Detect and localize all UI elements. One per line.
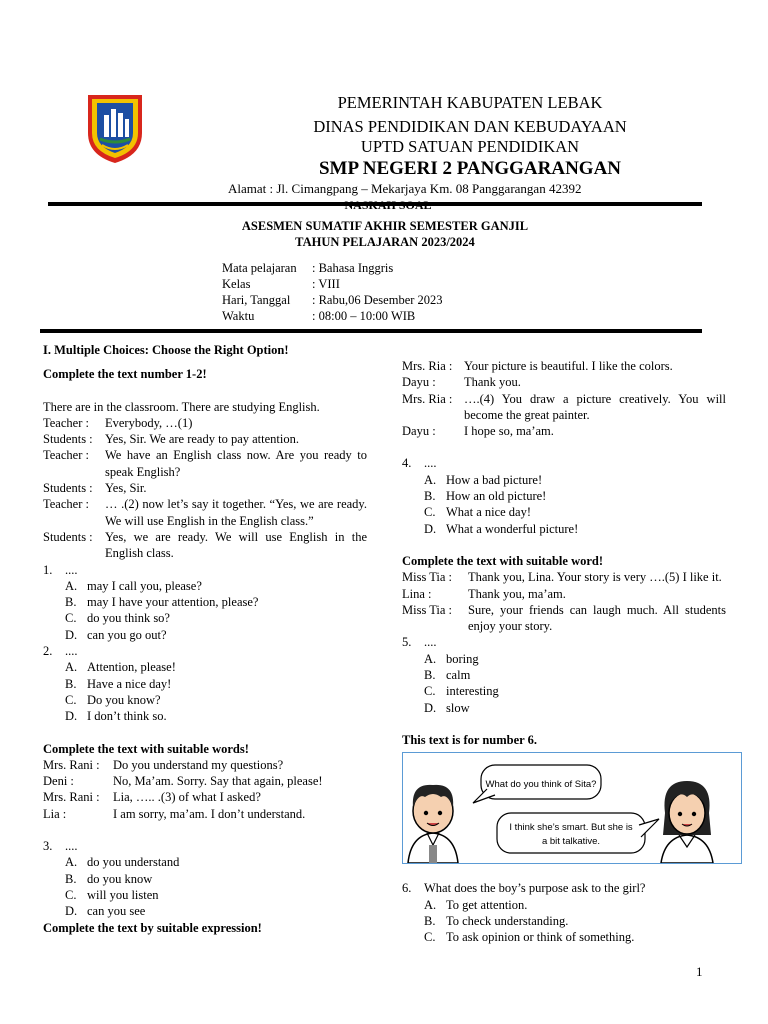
option-letter: C. xyxy=(65,611,77,626)
question-text: .... xyxy=(424,456,437,471)
utterance: Yes, Sir. We are ready to pay attention. xyxy=(105,432,299,447)
question-text: .... xyxy=(424,635,437,650)
speaker: Deni : xyxy=(43,774,74,789)
option-letter: A. xyxy=(424,897,437,912)
bubble-text: What do you think of Sita? xyxy=(485,779,597,791)
instruction: Complete the text number 1-2! xyxy=(43,367,207,382)
speech-bubble-girl xyxy=(497,813,659,853)
option[interactable] xyxy=(43,676,367,692)
meta-key: Waktu xyxy=(222,309,255,323)
utterance: Your picture is beautiful. I like the colors. xyxy=(464,359,673,373)
speaker: Teacher : xyxy=(43,497,89,512)
option[interactable] xyxy=(402,488,726,504)
instruction: This text is for number 6. xyxy=(402,732,537,747)
exam-year: TAHUN PELAJARAN 2023/2024 xyxy=(295,235,475,249)
question-text: .... xyxy=(65,562,78,577)
option-text: Do you know? xyxy=(87,692,161,707)
option[interactable] xyxy=(43,903,367,919)
utterance: Sure, your friends can laugh much. All students enjoy your story. xyxy=(468,602,726,634)
option[interactable] xyxy=(402,683,726,699)
option[interactable] xyxy=(43,578,367,594)
option-text: interesting xyxy=(446,684,499,699)
header-divider xyxy=(48,202,702,206)
meta-key: Mata pelajaran xyxy=(222,261,297,275)
meta-divider xyxy=(40,329,702,333)
question-number: 6. xyxy=(402,881,412,896)
speaker: Students : xyxy=(43,529,93,544)
header-line-1: PEMERINTAH KABUPATEN LEBAK xyxy=(337,93,603,112)
option-letter: A. xyxy=(424,472,437,487)
option[interactable] xyxy=(43,854,367,870)
dialog-line xyxy=(43,447,367,480)
option-letter: D. xyxy=(65,709,78,724)
option-letter: A. xyxy=(424,651,437,666)
section-title: I. Multiple Choices: Choose the Right Option! xyxy=(43,343,289,357)
option-text: can you see xyxy=(87,904,146,919)
dialog-line xyxy=(43,496,367,529)
option[interactable] xyxy=(402,913,726,929)
option-text: do you know xyxy=(87,871,153,886)
dialog-line xyxy=(402,602,726,635)
dialog-line xyxy=(43,789,367,805)
option-text: boring xyxy=(446,651,479,666)
utterance: … .(2) now let’s say it together. “Yes, we are ready. We will use English in the English class.” xyxy=(105,497,367,528)
utterance: Yes, Sir. xyxy=(105,481,147,496)
dialog-line xyxy=(402,374,726,390)
question-text: .... xyxy=(65,644,78,659)
question-5 xyxy=(402,634,726,650)
left-column xyxy=(43,342,367,936)
dialog-line xyxy=(402,358,726,374)
option-text: To get attention. xyxy=(446,897,528,912)
question-text: What does the boy’s purpose ask to the girl? xyxy=(424,881,646,896)
dialog-line xyxy=(402,586,726,602)
dialog-line xyxy=(43,529,367,562)
option-letter: C. xyxy=(65,692,77,707)
option-letter: A. xyxy=(65,855,78,870)
option-text: How a bad picture! xyxy=(446,472,543,487)
meta-row xyxy=(222,276,443,292)
option-letter: B. xyxy=(424,668,436,683)
speaker: Mrs. Rani : xyxy=(43,790,100,805)
option[interactable] xyxy=(402,700,726,716)
school-address: Alamat : Jl. Cimangpang – Mekarjaya Km. 08 Panggarangan 42392 xyxy=(228,181,582,196)
option[interactable] xyxy=(402,504,726,520)
option[interactable] xyxy=(402,897,726,913)
meta-value: : 08:00 – 10:00 WIB xyxy=(312,309,416,323)
conversation-illustration xyxy=(402,752,742,864)
speaker: Miss Tia : xyxy=(402,602,453,617)
option[interactable] xyxy=(43,594,367,610)
question-2 xyxy=(43,643,367,659)
speaker: Miss Tia : xyxy=(402,570,453,585)
dialog-line xyxy=(402,423,726,439)
instruction: Complete the text by suitable expression! xyxy=(43,920,262,935)
meta-value: : VIII xyxy=(312,277,340,291)
question-4 xyxy=(402,455,726,471)
boy-girl-illustration xyxy=(403,753,741,863)
option-text: Attention, please! xyxy=(87,660,176,675)
utterance: I am sorry, ma’am. I don’t understand. xyxy=(113,806,306,821)
speaker: Dayu : xyxy=(402,424,436,439)
option[interactable] xyxy=(43,627,367,643)
option-letter: A. xyxy=(65,578,78,593)
bubble-text: I think she’s smart. But she is xyxy=(509,822,633,834)
option-text: will you listen xyxy=(87,887,159,902)
speaker: Teacher : xyxy=(43,415,89,430)
question-3 xyxy=(43,838,367,854)
header-line-3: UPTD SATUAN PENDIDIKAN xyxy=(360,137,580,156)
speaker: Dayu : xyxy=(402,375,436,390)
exam-title: ASESMEN SUMATIF AKHIR SEMESTER GANJIL xyxy=(241,219,529,233)
question-1 xyxy=(43,562,367,578)
option[interactable] xyxy=(43,871,367,887)
speaker: Mrs. Rani : xyxy=(43,757,100,772)
dialog-line xyxy=(43,806,367,822)
option-letter: D. xyxy=(424,700,437,715)
speaker: Students : xyxy=(43,481,93,496)
instruction: Complete the text with suitable word! xyxy=(402,553,604,568)
option-text: slow xyxy=(446,700,470,715)
question-number: 5. xyxy=(402,635,412,650)
question-number: 2. xyxy=(43,644,53,659)
question-text: .... xyxy=(65,839,78,854)
option[interactable] xyxy=(402,521,726,537)
option-text: To ask opinion or think of something. xyxy=(446,930,635,945)
option-text: do you think so? xyxy=(87,611,170,626)
option[interactable] xyxy=(402,651,726,667)
speaker: Mrs. Ria : xyxy=(402,391,453,406)
option-letter: B. xyxy=(65,676,77,691)
instruction: Complete the text with suitable words! xyxy=(43,741,249,756)
meta-row xyxy=(222,260,443,276)
intro-text: There are in the classroom. There are studying English. xyxy=(43,399,320,414)
option-text: calm xyxy=(446,668,471,683)
option-text: How an old picture! xyxy=(446,489,547,504)
utterance: I hope so, ma’am. xyxy=(464,424,554,439)
question-number: 4. xyxy=(402,456,412,471)
page-number: 1 xyxy=(696,964,703,979)
dialog-line xyxy=(43,480,367,496)
option-text: do you understand xyxy=(87,855,180,870)
meta-row xyxy=(222,292,443,308)
header-line-2: DINAS PENDIDIKAN DAN KEBUDAYAAN xyxy=(313,117,627,136)
speaker: Teacher : xyxy=(43,448,89,463)
option-letter: C. xyxy=(424,684,436,699)
dialog-line xyxy=(43,773,367,789)
option-letter: C. xyxy=(65,887,77,902)
school-name: SMP NEGERI 2 PANGGARANGAN xyxy=(318,158,622,179)
utterance: Do you understand my questions? xyxy=(113,757,284,772)
dialog-line xyxy=(43,757,367,773)
utterance: Thank you, Lina. Your story is very ….(5) I like it. xyxy=(468,570,722,585)
option[interactable] xyxy=(402,472,726,488)
meta-row xyxy=(222,308,443,324)
speaker: Lina : xyxy=(402,586,432,601)
question-number: 3. xyxy=(43,839,53,854)
bubble-text: a bit talkative. xyxy=(541,836,601,848)
option-letter: B. xyxy=(65,595,77,610)
option-letter: D. xyxy=(424,521,437,536)
option-letter: B. xyxy=(65,871,77,886)
option-text: may I call you, please? xyxy=(87,578,202,593)
option-text: What a nice day! xyxy=(446,505,532,520)
option-text: To check understanding. xyxy=(446,913,569,928)
speaker: Lia : xyxy=(43,806,67,821)
option-letter: A. xyxy=(65,660,78,675)
option-letter: B. xyxy=(424,913,436,928)
option[interactable] xyxy=(43,887,367,903)
utterance: ….(4) You draw a picture creatively. You will become the great painter. xyxy=(464,391,726,422)
utterance: Everybody, …(1) xyxy=(105,415,193,430)
utterance: Thank you. xyxy=(464,375,521,390)
question-6 xyxy=(402,880,726,896)
dialog-line xyxy=(402,391,726,424)
dialog-line xyxy=(402,569,726,585)
speech-bubble-boy xyxy=(473,765,601,803)
option-letter: C. xyxy=(424,930,436,945)
speaker: Students : xyxy=(43,432,93,447)
school-logo xyxy=(86,93,144,165)
dialog-line xyxy=(43,415,367,431)
option-letter: D. xyxy=(65,627,78,642)
meta-key: Hari, Tanggal xyxy=(222,293,291,307)
girl-figure xyxy=(661,781,713,863)
option[interactable] xyxy=(402,929,726,945)
option-letter: B. xyxy=(424,489,436,504)
right-column xyxy=(402,358,726,945)
exam-meta xyxy=(222,260,443,324)
option[interactable] xyxy=(43,708,367,724)
boy-figure xyxy=(408,785,458,863)
option-text: can you go out? xyxy=(87,627,167,642)
option-text: What a wonderful picture! xyxy=(446,521,579,536)
option-text: may I have your attention, please? xyxy=(87,595,259,610)
speaker: Mrs. Ria : xyxy=(402,359,453,373)
option-text: Have a nice day! xyxy=(87,676,172,691)
utterance: No, Ma’am. Sorry. Say that again, please! xyxy=(113,774,323,789)
option-letter: C. xyxy=(424,505,436,520)
utterance: Yes, we are ready. We will use English in the English class. xyxy=(105,529,367,561)
utterance: We have an English class now. Are you ready to speak English? xyxy=(105,448,367,479)
option-letter: D. xyxy=(65,904,78,919)
meta-key: Kelas xyxy=(222,277,251,291)
utterance: Thank you, ma’am. xyxy=(468,586,566,601)
option[interactable] xyxy=(43,692,367,708)
utterance: Lia, ….. .(3) of what I asked? xyxy=(113,790,261,805)
option[interactable] xyxy=(43,659,367,675)
option[interactable] xyxy=(402,667,726,683)
meta-value: : Rabu,06 Desember 2023 xyxy=(312,293,443,307)
dialog-line xyxy=(43,431,367,447)
meta-value: : Bahasa Inggris xyxy=(312,261,394,275)
option[interactable] xyxy=(43,610,367,626)
question-number: 1. xyxy=(43,562,53,577)
option-text: I don’t think so. xyxy=(87,709,167,724)
